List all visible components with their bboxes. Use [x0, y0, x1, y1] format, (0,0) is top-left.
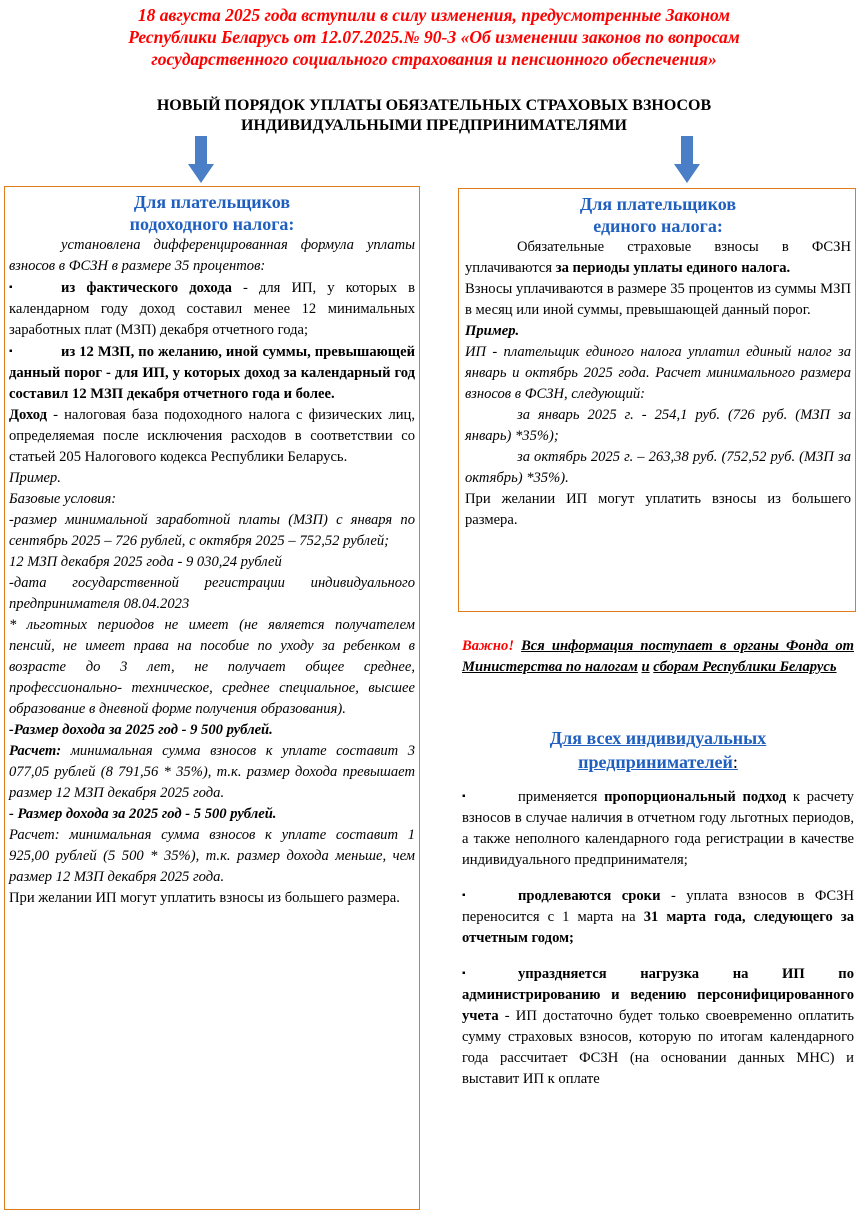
term: Доход [9, 407, 47, 423]
all-entrepreneurs-list [462, 786, 854, 1104]
box-title-line: Для плательщиков [579, 194, 737, 214]
condition-text: -дата государственной регистрации индивидуального предпринимателя 08.04.2023 [9, 575, 415, 612]
important-text: и [641, 659, 650, 675]
box-title-line: единого налога: [593, 216, 723, 236]
bullet-icon: ▪ [9, 282, 13, 293]
example-label: Пример. [9, 470, 61, 486]
list-item-bold: из 12 МЗП, по желанию, иной суммы, превышающей данный порог - для ИП, у которых доход за календарный год составил 12 МЗП декабря отчетного года и более. [9, 344, 415, 402]
list-item-text: - для ИП, у которых в календарном году доход составил менее 12 минимальных заработных плат (МЗП) декабря отчетного года; [9, 280, 416, 338]
condition-text: -размер минимальной заработной платы (МЗП) с января по сентябрь 2025 – 726 рублей, с октября 2025 – 752,52 рублей; [9, 512, 415, 549]
definition-text: - налоговая база подоходного налога с физических лиц, определяемая после исключения расходов в соответствии со статьей 205 Налогового кодекса Республики Беларусь. [9, 407, 415, 465]
header-line: 18 августа 2025 года вступили в силу изменения, предусмотренные Законом [137, 5, 731, 25]
down-arrow-icon [186, 136, 216, 184]
box-title [465, 193, 851, 237]
example-text: ИП - плательщик единого налога уплатил единый налог за январь и октябрь 2025 года. Расчет минимального размера взносов в ФСЗН, следующий: [465, 344, 851, 402]
base-conditions-label: Базовые условия: [9, 491, 117, 507]
list-item-text: - уплата взносов в ФСЗН переносится с 1 марта на [462, 888, 854, 925]
list-item [462, 963, 854, 1090]
example-line: за октябрь 2025 г. – 263,38 руб. (752,52 руб. (МЗП за октябрь) *35%). [465, 449, 851, 486]
list-item [462, 885, 854, 949]
paragraph-bold: за периоды уплаты единого налога. [555, 260, 791, 276]
list-item-bold: пропорциональный подход [604, 789, 787, 805]
list-item-text: применяется [518, 789, 605, 805]
paragraph: Взносы уплачиваются в размере 35 процентов из суммы МЗП в месяц или иной суммы, превышающей данный порог. [465, 281, 851, 318]
bullet-icon: ▪ [462, 791, 466, 802]
header-line: государственного социального страхования и пенсионного обеспечения» [151, 49, 717, 69]
single-tax-payers-box [458, 188, 856, 612]
list-item-bold: продлеваются сроки [518, 888, 661, 904]
list-item-bold: 31 марта года, следующего за отчетным годом; [462, 909, 854, 946]
example-label: Пример. [465, 323, 520, 339]
header-announcement [20, 4, 848, 70]
important-text: Вся информация поступает в органы Фонда от Министерства по налогам [462, 638, 854, 675]
box-title [9, 191, 415, 235]
outro-text: При желании ИП могут уплатить взносы из большего размера. [465, 491, 851, 528]
condition-text: 12 МЗП декабря 2025 года - 9 030,24 рублей [9, 554, 282, 570]
case-heading: - Размер дохода за 2025 год - 5 500 рублей. [9, 806, 277, 822]
down-arrow-icon [672, 136, 702, 184]
list-item [462, 786, 854, 871]
calculation-text [9, 741, 415, 804]
important-label: Важно! [462, 638, 515, 654]
case-heading: -Размер дохода за 2025 год - 9 500 рублей. [9, 722, 273, 738]
list-item [9, 277, 415, 341]
paragraph-text: Обязательные страховые взносы в ФСЗН уплачиваются [465, 239, 851, 276]
title-line: НОВЫЙ ПОРЯДОК УПЛАТЫ ОБЯЗАТЕЛЬНЫХ СТРАХОВЫХ ВЗНОСОВ [156, 97, 712, 114]
all-entrepreneurs-title [462, 726, 854, 774]
box-body [9, 235, 415, 909]
outro-text: При желании ИП могут уплатить взносы из большего размера. [9, 890, 400, 906]
condition-text: * льготных периодов не имеет (не является получателем пенсий, не имеет права на пособие по уходу за ребенком в возрасте до 3 лет, не получает общее среднее, профессионально- техническое, среднее специальное, высшее образование в дневной форме получения образования). [9, 617, 415, 717]
section-title-line: предпринимателей [578, 752, 733, 772]
bullet-icon: ▪ [462, 890, 466, 901]
section-title-line: Для всех индивидуальных [549, 728, 767, 748]
list-item-bold: из фактического дохода [61, 280, 232, 296]
important-text: сборам Республики Беларусь [653, 659, 837, 675]
paragraph [465, 237, 851, 279]
list-item-text: к расчету взносов в случае наличия в отчетном году льготных периодов, а также неполного календарного года регистрации в качестве индивидуального предпринимателя; [462, 789, 854, 868]
header-line: Республики Беларусь от 12.07.2025.№ 90-З «Об изменении законов по вопросам [128, 27, 740, 47]
list-item-text: - ИП достаточно будет только своевременно оплатить сумму страховых взносов, которую по итогам календарного года рассчитает ФСЗН (на основании данных МНС) и выставит ИП к оплате [462, 1008, 854, 1087]
intro-text: установлена дифференцированная формула уплаты взносов в ФСЗН в размере 35 процентов: [9, 237, 415, 274]
bullet-icon: ▪ [462, 968, 466, 979]
box-title-line: подоходного налога: [129, 214, 295, 234]
bullet-icon: ▪ [9, 346, 13, 357]
income-tax-payers-box [4, 186, 420, 1210]
important-note [462, 636, 854, 678]
title-line: ИНДИВИДУАЛЬНЫМИ ПРЕДПРИНИМАТЕЛЯМИ [241, 117, 627, 134]
calculation-label: Расчет: [9, 743, 62, 759]
example-line: за январь 2025 г. - 254,1 руб. (726 руб. (МЗП за январь) *35%); [465, 407, 851, 444]
box-body [465, 237, 851, 531]
list-item-bold: упраздняется нагрузка на ИП по администрированию и ведению персонифицированного учета [462, 966, 854, 1024]
box-title-line: Для плательщиков [133, 192, 291, 212]
calculation-text: Расчет: минимальная сумма взносов к уплате составит 1 925,00 рублей (5 500 * 35%), т.к. размер дохода меньше, чем размер 12 МЗП декабря 2025 года. [9, 827, 415, 885]
income-definition [9, 405, 415, 468]
page-title [20, 96, 848, 136]
list-item [9, 341, 415, 405]
calculation-body: минимальная сумма взносов к уплате составит 3 077,05 рублей (8 791,56 * 35%), т.к. размер дохода превышает размер 12 МЗП декабря 2025 года. [9, 743, 415, 801]
title-colon: : [732, 752, 738, 772]
